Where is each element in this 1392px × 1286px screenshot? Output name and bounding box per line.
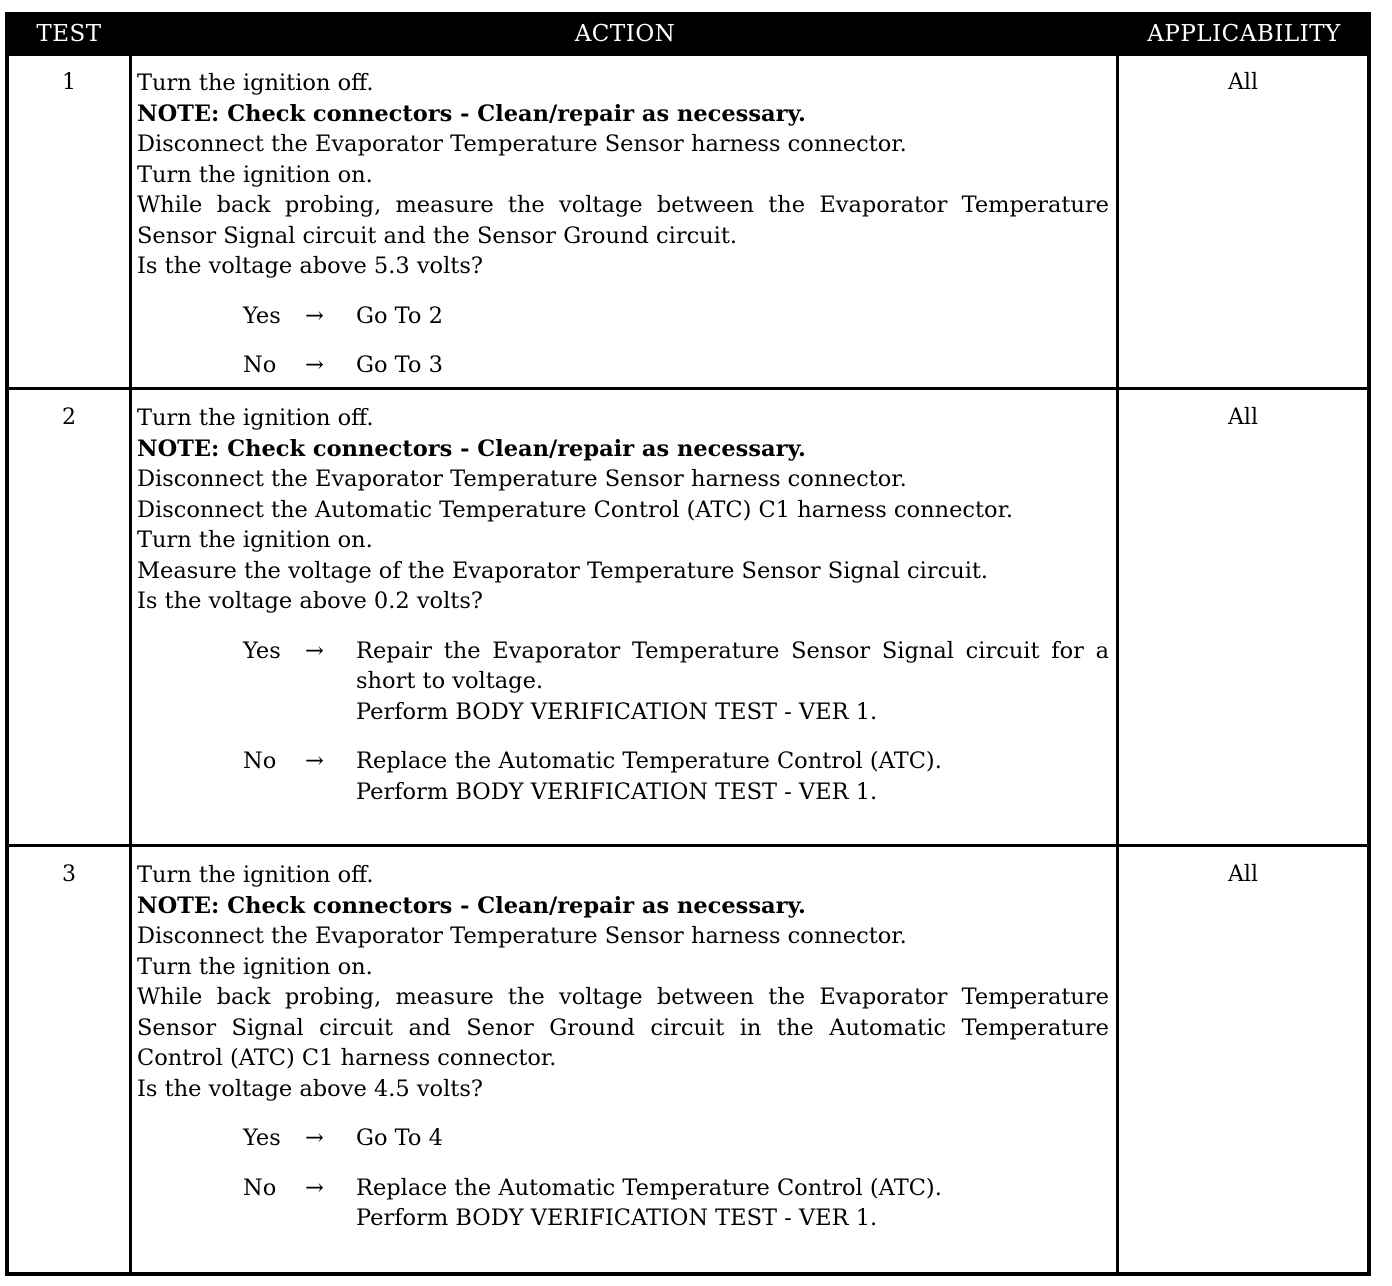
answer-label: No [243,1174,277,1201]
header-action: ACTION [574,21,676,47]
test-number: 3 [62,862,76,887]
outcome-yes [243,636,1109,728]
outcome-no [243,1173,1109,1234]
action-step: While back probing, measure the voltage between the Evaporator Temperature Sensor Signal circuit and the Sensor Ground circuit. [137,192,1109,249]
arrow-icon: → [305,637,324,664]
result-text: Perform BODY VERIFICATION TEST - VER 1. [356,778,878,805]
arrow-icon: → [305,748,324,774]
applicability-value: All [1228,70,1258,95]
diagnostic-test-table [5,12,1371,1276]
answer-label: No [243,352,277,378]
action-question: Is the voltage above 4.5 volts? [137,1075,483,1102]
outcome-no [243,350,1109,381]
arrow-icon: → [305,1174,324,1201]
action-question: Is the voltage above 0.2 volts? [137,588,483,614]
outcome-yes [243,1123,1109,1154]
action-question: Is the voltage above 5.3 volts? [137,253,483,279]
header-test: TEST [36,21,102,47]
action-note: NOTE: Check connectors - Clean/repair as necessary. [137,892,806,919]
result-text: Perform BODY VERIFICATION TEST - VER 1. [356,1205,878,1231]
action-step: Turn the ignition off. [137,862,374,888]
applicability-value: All [1228,405,1258,430]
column-divider [1116,56,1119,1272]
arrow-icon: → [305,1125,324,1151]
column-divider [129,56,132,1272]
action-step: Disconnect the Automatic Temperature Control (ATC) C1 harness connector. [137,496,1014,523]
result-text: Perform BODY VERIFICATION TEST - VER 1. [356,698,878,725]
action-step: Turn the ignition off. [137,70,374,96]
test-number: 2 [62,405,76,430]
test-number: 1 [62,70,76,95]
action-step: Disconnect the Evaporator Temperature Sensor harness connector. [137,131,907,157]
action-step: Turn the ignition off. [137,405,374,431]
arrow-icon: → [305,302,324,329]
result-text: Go To 4 [356,1125,443,1151]
result-text: Replace the Automatic Temperature Control (ATC). [356,748,942,774]
header-applicability: APPLICABILITY [1147,21,1341,47]
action-step: Turn the ignition on. [137,953,373,980]
action-step: While back probing, measure the voltage between the Evaporator Temperature Sensor Signal circuit and Senor Ground circuit in the Automatic Temperature Control (ATC) C1 harness connector. [137,984,1109,1071]
result-text: Replace the Automatic Temperature Control (ATC). [356,1174,942,1201]
table-header [9,16,1367,56]
action-note: NOTE: Check connectors - Clean/repair as necessary. [137,435,806,462]
action-cell [137,860,1109,1234]
outcome-yes [243,301,1109,332]
answer-label: Yes [243,1125,281,1151]
answer-label: Yes [243,302,281,329]
result-text: Go To 2 [356,302,443,329]
action-step: Turn the ignition on. [137,527,373,553]
action-cell [137,403,1109,807]
row-divider [9,844,1367,847]
result-text: Go To 3 [356,352,443,378]
outcome-no [243,746,1109,807]
action-step: Measure the voltage of the Evaporator Temperature Sensor Signal circuit. [137,557,989,584]
answer-label: Yes [243,637,281,664]
action-step: Turn the ignition on. [137,161,373,188]
action-cell [137,68,1109,381]
action-step: Disconnect the Evaporator Temperature Sensor harness connector. [137,923,907,949]
applicability-value: All [1228,862,1258,887]
result-text: Repair the Evaporator Temperature Sensor Signal circuit for a short to voltage. [356,637,1109,694]
action-step: Disconnect the Evaporator Temperature Sensor harness connector. [137,466,907,492]
row-divider [9,387,1367,390]
answer-label: No [243,748,277,774]
arrow-icon: → [305,352,324,378]
action-note: NOTE: Check connectors - Clean/repair as necessary. [137,100,806,127]
